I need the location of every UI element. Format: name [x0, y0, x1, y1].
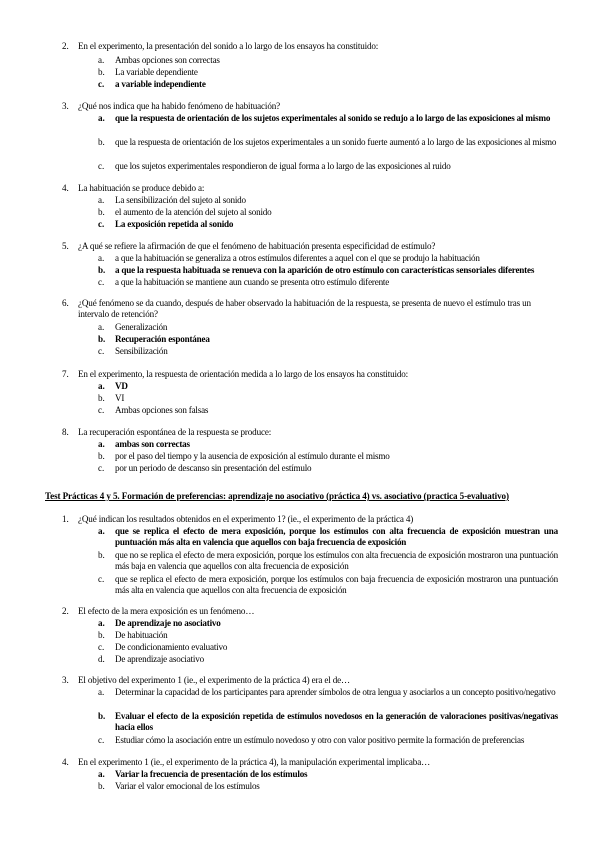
question-number: 4.	[62, 183, 69, 193]
question-number: 2.	[62, 606, 69, 616]
question-number: 2.	[62, 41, 69, 51]
question-number: 3.	[62, 101, 69, 111]
question-number: 6.	[62, 298, 69, 308]
document-page: 2. En el experimento, la presentación del sonido a lo largo de los ensayos ha constituido: a. Ambas opciones son correctas b. La variable dependiente c. a variable independiente 3. ¿Qué nos indica que ha habido fenómeno de habituación? a. que la respuesta de orientación de los sujetos experimentales al sonido se redujo a lo largo de las exposiciones al mismo b. que la respuesta de orientación de los sujetos experimentales a un sonido fuerte aumentó a lo largo de las exposiciones al mismo c. que los sujetos experimentales respondieron de igual forma a lo largo de las exposiciones al ruido 4. La habituación se produce debido a: a. La sensibilización del sujeto al sonido b. el aumento de la atención del sujeto al sonido c. La exposición repetida al sonido 5. ¿A qué se refiere la afirmación de que el fenómeno de habituación presenta especificidad de estímulo? a. a que la habituación se generaliza a otros estímulos diferentes a aquel con el que se produjo la habituación b. a que la respuesta habituada se renueva con la aparición de otro estímulo con características sensoriales diferentes c. a que la habituación se mantiene aun cuando se presenta otro estímulo diferente 6. ¿Qué fenómeno se da cuando, después de haber observado la habituación de la respuesta, se presenta de nuevo el estímulo tras un intervalo de retención? a. Generalización b. Recuperación espontánea c. Sensibilización 7. En el experimento, la respuesta de orientación medida a lo largo de los ensayos ha constituido: a. VD b. VI c. Ambas opciones son falsas 8. La recuperación espontánea de la respuesta se produce: a. ambas son correctas b. por el paso del tiempo y la ausencia de exposición al estímulo durante el mismo c. por un periodo de descanso sin presentación del estímulo Test Prácticas 4 y 5. Formación de preferencias: aprendizaje no asociativo (práctica 4) vs. asociativo (practica 5-evaluativo) 1. ¿Qué indican los resultados obtenidos en el experimento 1? (ie., el experimento de la práctica 4) a. que se replica el efecto de mera exposición, porque los estímulos con alta frecuencia de exposición muestran una puntuación más alta en valencia que aquellos con baja frecuencia de exposición b. que no se replica el efecto de mera exposición, porque los estímulos con alta frecuencia de exposición mostraron una puntuación más baja en valencia que aquellos con alta frecuencia de exposición c. que se replica el efecto de mera exposición, porque los estímulos con baja frecuencia de exposición mostraron una puntuación más alta en valencia que aquellos con alta frecuencia de exposición 2. El efecto de la mera exposición es un fenómeno… a. De aprendizaje no asociativo b. De habituación c. De condicionamiento evaluativo d. De aprendizaje asociativo 3. El objetivo del experimento 1 (ie., el experimento de la práctica 4) era el de… a. Determinar la capacidad de los participantes para aprender símbolos de otra lengua y asociarlos a un concepto positivo/negativo b. Evaluar el efecto de la exposición repetida de estímulos novedosos en la generación de valoraciones positivas/negativas hacia ellos c. Estudiar cómo la asociación entre un estímulo novedoso y otro con valor positivo permite la formación de preferencias 4. En el experimento 1 (ie., el experimento de la práctica 4), la manipulación experimental implicaba… a. Variar la frecuencia de presentación de los estímulos b. Variar el valor emocional de los estímulos	[45, 41, 558, 791]
question-text: ¿Qué fenómeno se da cuando, después de haber observado la habituación de la respuesta, se presenta de nuevo el estímulo tras un intervalo de retención?	[78, 298, 531, 320]
question-text: ¿A qué se refiere la afirmación de que el fenómeno de habituación presenta especificidad de estímulo?	[78, 241, 436, 251]
question-text: ¿Qué indican los resultados obtenidos en el experimento 1? (ie., el experimento de la práctica 4)	[78, 514, 414, 524]
question-number: 7.	[62, 369, 69, 379]
question-text: En el experimento, la presentación del sonido a lo largo de los ensayos ha constituido:	[78, 41, 379, 51]
question-text: En el experimento 1 (ie., el experimento de la práctica 4), la manipulación experimental implicaba…	[78, 757, 431, 767]
question-text: La habituación se produce debido a:	[78, 183, 205, 193]
question-number: 8.	[62, 427, 69, 437]
question-text: En el experimento, la respuesta de orientación medida a lo largo de los ensayos ha constituido:	[78, 369, 409, 379]
question-number: 4.	[62, 757, 69, 767]
section-title: Test Prácticas 4 y 5. Formación de preferencias: aprendizaje no asociativo (práctica 4) vs. asociativo (practica 5-evaluativo)	[45, 491, 509, 501]
question-number: 1.	[62, 514, 69, 524]
question-text: La recuperación espontánea de la respuesta se produce:	[78, 427, 272, 437]
question-number: 5.	[62, 241, 69, 251]
question-number: 3.	[62, 675, 69, 685]
question-text: El objetivo del experimento 1 (ie., el experimento de la práctica 4) era el de…	[78, 675, 350, 685]
question-text: El efecto de la mera exposición es un fenómeno…	[78, 606, 255, 616]
question-text: ¿Qué nos indica que ha habido fenómeno de habituación?	[78, 101, 280, 111]
